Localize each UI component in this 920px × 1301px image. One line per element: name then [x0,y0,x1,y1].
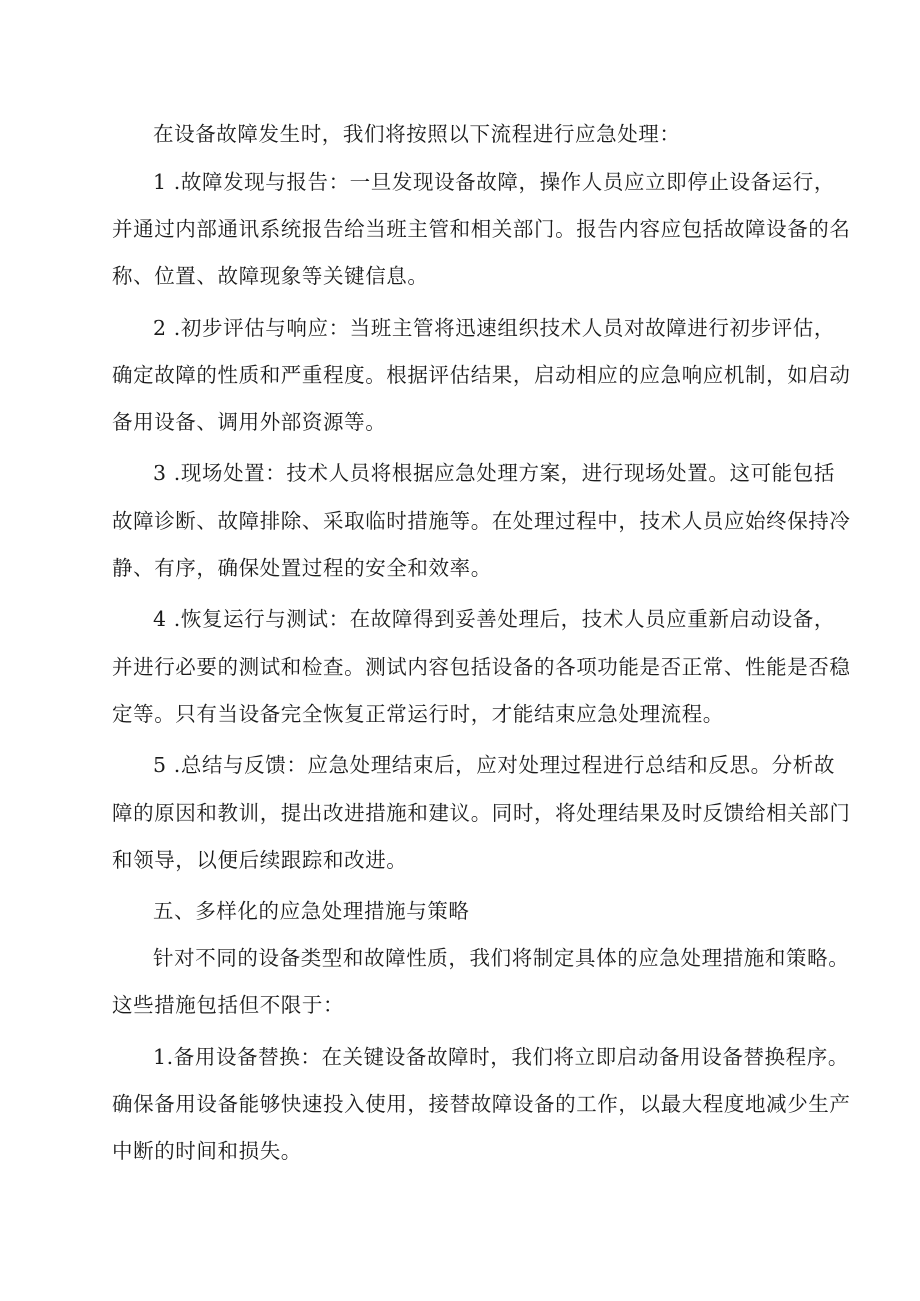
text-line: 1 .故障发现与报告：一旦发现设备故障，操作人员应立即停止设备运行， [153,170,835,194]
text-line: 并通过内部通讯系统报告给当班主管和相关部门。报告内容应包括故障设备的名 [112,217,851,241]
text-line: 并进行必要的测试和检查。测试内容包括设备的各项功能是否正常、性能是否稳 [112,655,851,679]
text-line: 5 .总结与反馈：应急处理结束后，应对处理过程进行总结和反思。分析故 [153,753,835,777]
text-line: 和领导，以便后续跟踪和改进。 [112,848,408,872]
text-line: 3 .现场处置：技术人员将根据应急处理方案，进行现场处置。这可能包括 [153,461,835,485]
text-line: 确定故障的性质和严重程度。根据评估结果，启动相应的应急响应机制，如启动 [112,363,851,387]
text-line: 针对不同的设备类型和故障性质，我们将制定具体的应急处理措施和策略。 [153,946,850,970]
text-line: 称、位置、故障现象等关键信息。 [112,264,429,288]
text-line: 定等。只有当设备完全恢复正常运行时，才能结束应急处理流程。 [112,702,724,726]
text-line: 中断的时间和损失。 [112,1139,302,1163]
text-line: 静、有序，确保处置过程的安全和效率。 [112,556,492,580]
text-line: 故障诊断、故障排除、采取临时措施等。在处理过程中，技术人员应始终保持冷 [112,509,851,533]
text-line: 这些措施包括但不限于： [112,993,345,1017]
text-line: 确保备用设备能够快速投入使用，接替故障设备的工作，以最大程度地减少生产 [112,1092,851,1116]
text-line: 4 .恢复运行与测试：在故障得到妥善处理后，技术人员应重新启动设备， [153,607,835,631]
text-line: 2 .初步评估与响应：当班主管将迅速组织技术人员对故障进行初步评估， [153,316,835,340]
text-line: 在设备故障发生时，我们将按照以下流程进行应急处理： [153,122,681,146]
text-line: 障的原因和教训，提出改进措施和建议。同时，将处理结果及时反馈给相关部门 [112,801,851,825]
text-line: 1.备用设备替换：在关键设备故障时，我们将立即启动备用设备替换程序。 [153,1045,849,1069]
text-line: 五、多样化的应急处理措施与策略 [153,899,470,923]
text-line: 备用设备、调用外部资源等。 [112,410,387,434]
